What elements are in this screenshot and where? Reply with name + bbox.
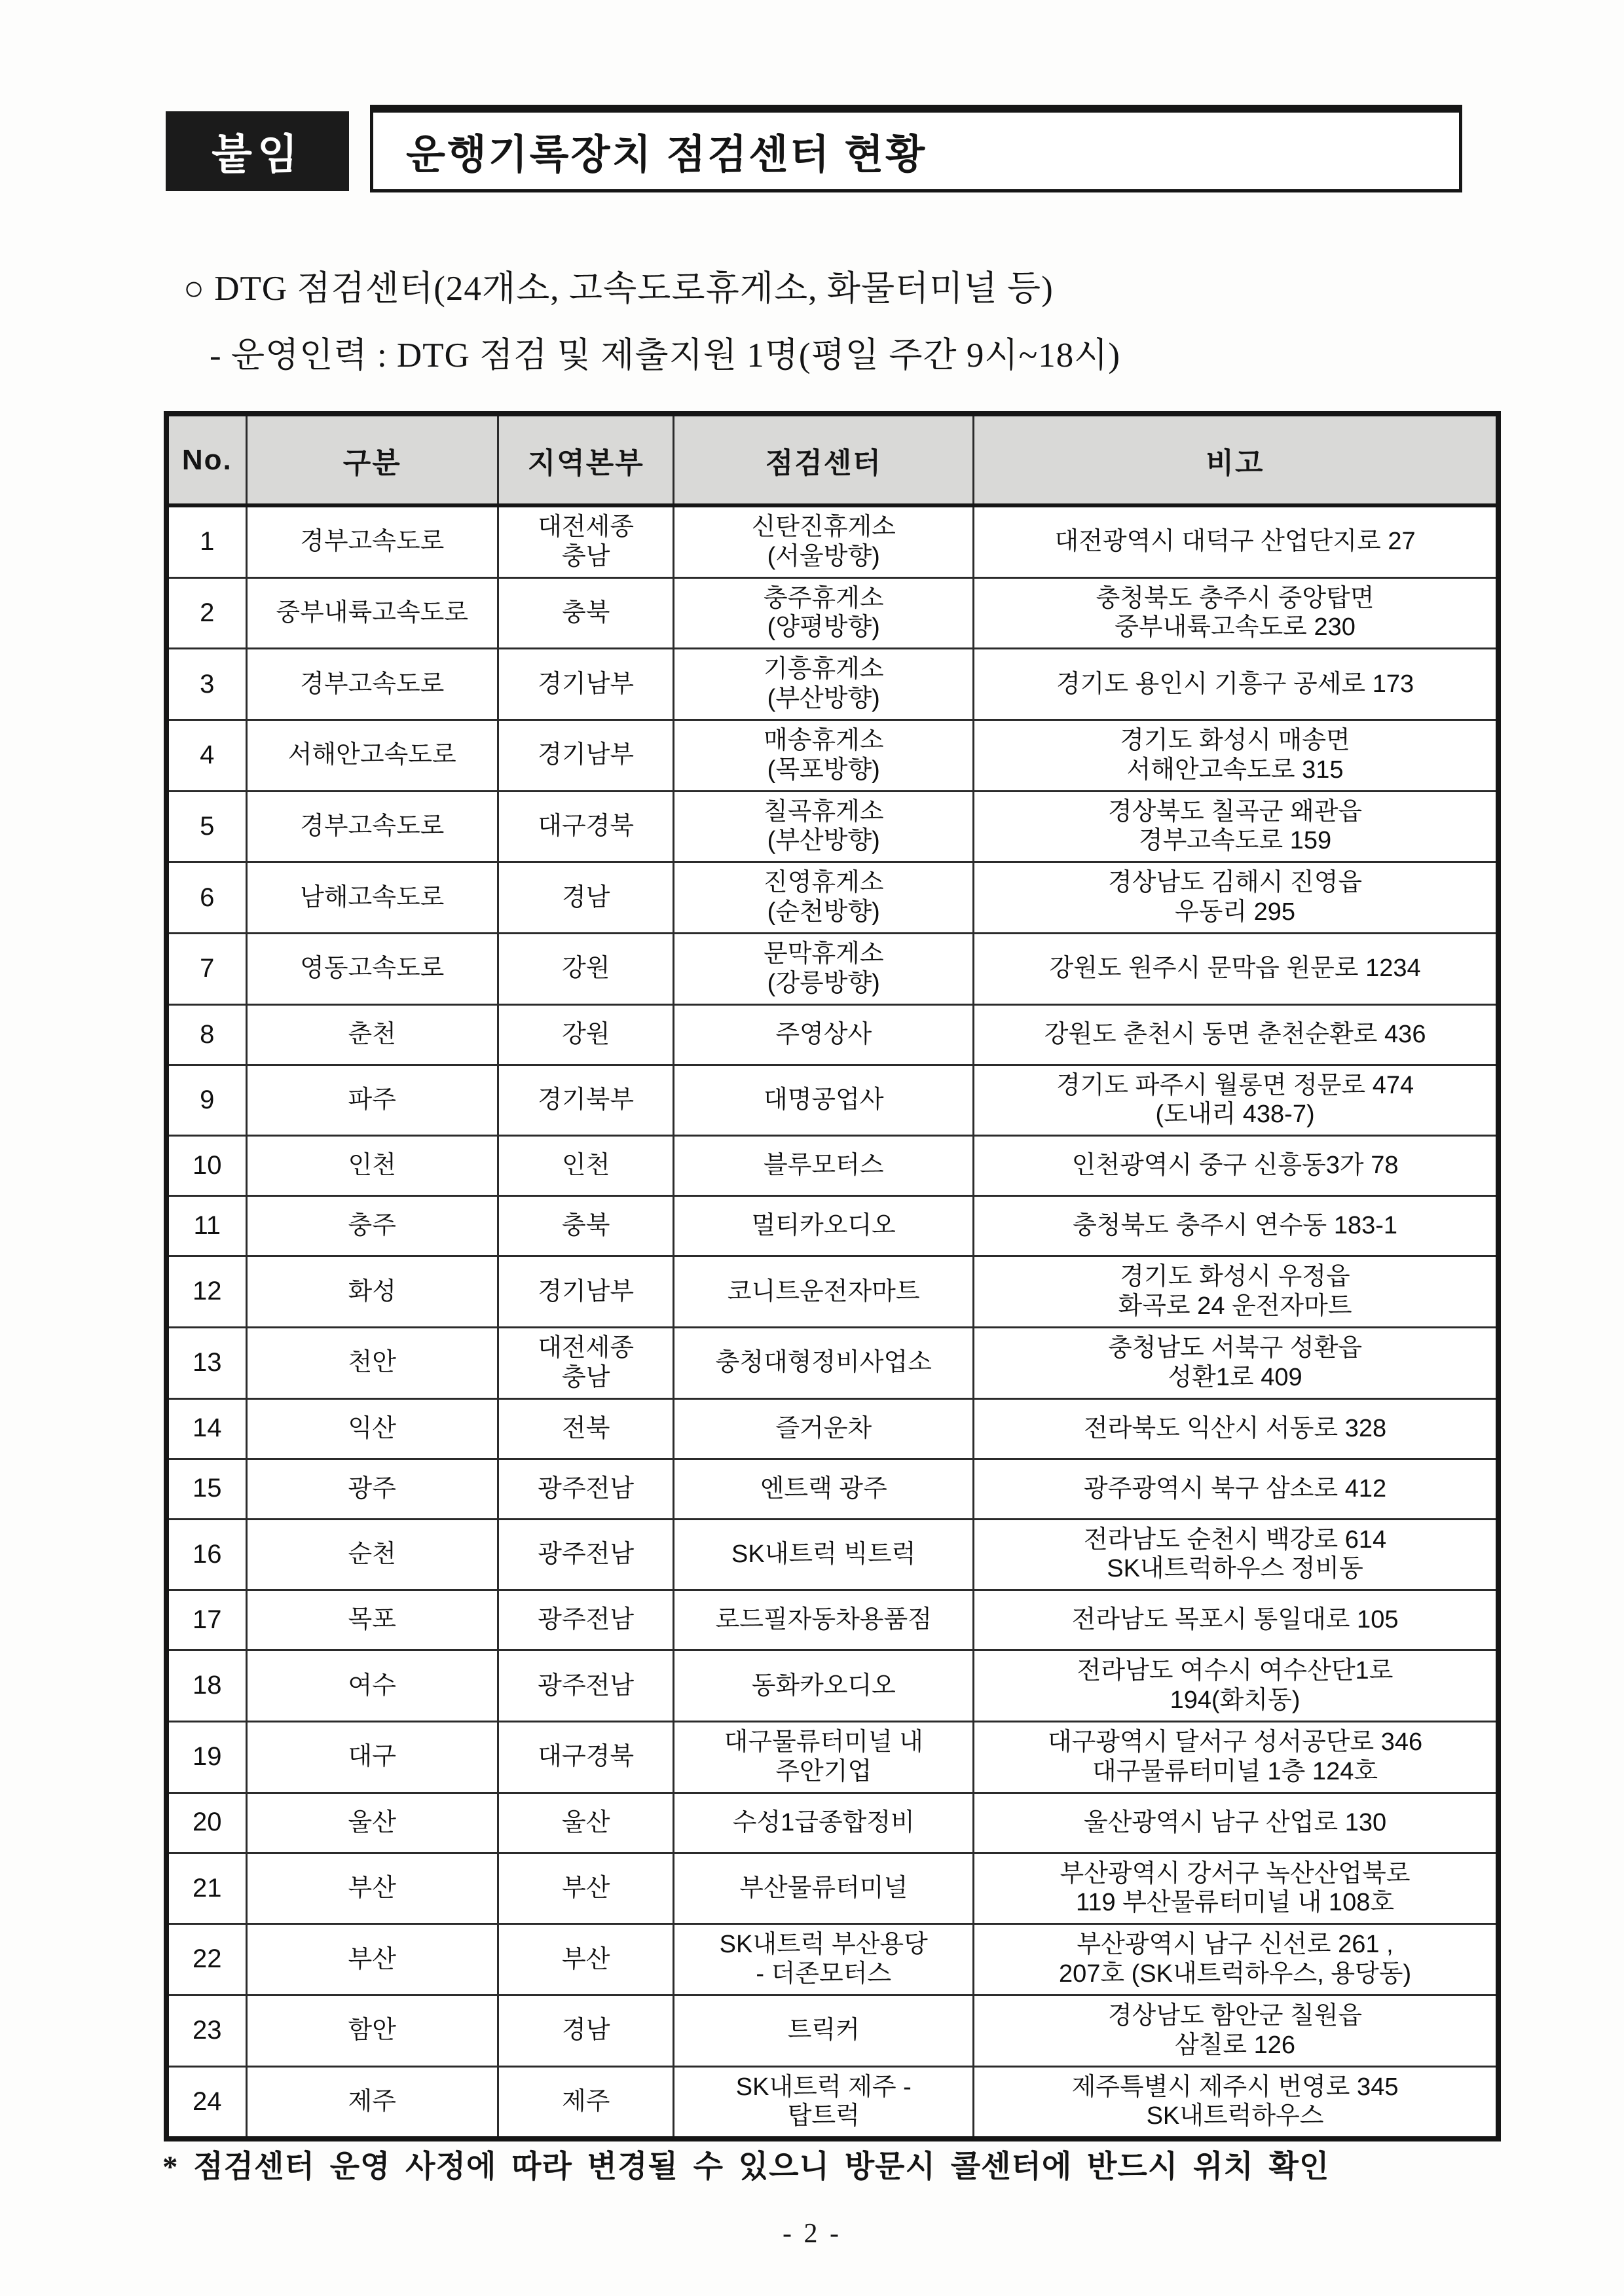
cell-no: 9 [166,1065,246,1136]
cell-note-line: 경상남도 김해시 진영읍 [1107,869,1363,897]
cell-note-line: 대구물류터미널 1층 124호 [1092,1757,1378,1785]
cell-note-line: 강원도 원주시 문막읍 원문로 1234 [1049,955,1421,983]
cell-note-line: 충청남도 서북구 성환읍 [1107,1334,1363,1362]
cell-center-line: SK내트럭 부산용당 [719,1931,928,1959]
cell-note [974,577,1498,649]
cell-category: 제주 [246,2066,498,2139]
cell-center: 로드필자동차용품점 [674,1590,974,1650]
cell-note [974,1924,1498,1995]
cell-note [974,1004,1498,1065]
cell-region: 울산 [498,1793,673,1853]
cell-center-line: 주안기업 [775,1757,872,1785]
cell-center-line: (부산방향) [767,827,880,855]
cell-category: 서해안고속도로 [246,720,498,791]
cell-note-line: 경기도 화성시 매송면 [1120,726,1350,754]
table-row [166,720,1498,791]
cell-region: 경기남부 [498,649,673,720]
cell-note-line: 전라남도 여수시 여수산단1로 [1077,1657,1393,1685]
cell-no: 11 [166,1196,246,1256]
cell-note [974,2066,1498,2139]
cell-note [974,1065,1498,1136]
cell-no: 19 [166,1721,246,1793]
cell-no: 21 [166,1853,246,1924]
cell-center [674,505,974,577]
cell-no: 13 [166,1327,246,1398]
cell-center [674,791,974,862]
cell-center [674,862,974,934]
cell-note [974,791,1498,862]
cell-center [674,1924,974,1995]
cell-center-line: (강릉방향) [767,969,880,997]
cell-note-line: 전라북도 익산시 서동로 328 [1083,1414,1387,1442]
cell-no: 24 [166,2066,246,2139]
table-row [166,1853,1498,1924]
cell-note [974,649,1498,720]
cell-no: 15 [166,1459,246,1519]
cell-region: 강원 [498,933,673,1004]
cell-region: 광주전남 [498,1519,673,1590]
cell-category: 부산 [246,1853,498,1924]
cell-region: 경기남부 [498,720,673,791]
cell-center: 부산물류터미널 [674,1853,974,1924]
page-number: - 2 - [783,2219,841,2249]
cell-category: 목포 [246,1590,498,1650]
table-header-row [166,414,1498,505]
cell-category: 춘천 [246,1004,498,1065]
table-row [166,1004,1498,1065]
cell-region: 제주 [498,2066,673,2139]
cell-note [974,1196,1498,1256]
cell-center-line: (서울방향) [767,542,880,570]
table-row [166,1327,1498,1398]
cell-no: 16 [166,1519,246,1590]
cell-region: 대구경북 [498,1721,673,1793]
cell-note [974,862,1498,934]
cell-category: 광주 [246,1459,498,1519]
cell-note-line: 대구광역시 달서구 성서공단로 346 [1047,1728,1423,1756]
cell-region: 경남 [498,862,673,934]
cell-center: 충청대형정비사업소 [674,1327,974,1398]
cell-region: 충북 [498,1196,673,1256]
cell-note-line: 전라남도 순천시 백강로 614 [1083,1525,1387,1554]
cell-center: SK내트럭 빅트럭 [674,1519,974,1590]
attachment-label: 붙임 [212,131,303,178]
cell-note [974,1590,1498,1650]
cell-region: 경기북부 [498,1065,673,1136]
cell-center [674,2066,974,2139]
page-title: 운행기록장치 점검센터 현황 [406,132,927,177]
table-body [166,505,1498,2139]
cell-note-line: 광주광역시 북구 삼소로 412 [1083,1474,1387,1503]
cell-no: 20 [166,1793,246,1853]
column-header-3: 점검센터 [674,414,974,505]
inspection-center-table-wrap [164,411,1501,2141]
table-row [166,1256,1498,1328]
cell-note-line: 우동리 295 [1174,898,1296,926]
cell-note-line: SK내트럭하우스 [1146,2102,1324,2130]
cell-region: 전북 [498,1398,673,1459]
cell-category: 충주 [246,1196,498,1256]
table-row [166,2066,1498,2139]
cell-category: 경부고속도로 [246,649,498,720]
cell-note-line: 제주특별시 제주시 번영로 345 [1071,2073,1399,2101]
cell-center: 주영상사 [674,1004,974,1065]
column-header-2: 지역본부 [498,414,673,505]
cell-note-line: 경부고속도로 159 [1138,827,1332,855]
cell-region-line: 대전세종 [538,513,635,541]
cell-region: 경남 [498,1995,673,2066]
cell-note-line: SK내트럭하우스 정비동 [1107,1555,1363,1583]
table-row [166,1793,1498,1853]
cell-note [974,1519,1498,1590]
cell-note-line: 207호 (SK내트럭하우스, 용당동) [1058,1960,1412,1988]
cell-region: 대구경북 [498,791,673,862]
cell-center [674,1721,974,1793]
cell-note-line: 전라남도 목포시 통일대로 105 [1071,1606,1399,1634]
inspection-center-table [164,411,1501,2141]
cell-center: 코니트운전자마트 [674,1256,974,1328]
table-row [166,649,1498,720]
table-row [166,1995,1498,2066]
cell-region-line: 충남 [561,542,610,570]
table-row [166,1924,1498,1995]
cell-note-line: 인천광역시 중구 신흥동3가 78 [1071,1152,1399,1180]
cell-no: 14 [166,1398,246,1459]
cell-note-line: 성환1로 409 [1168,1363,1302,1391]
cell-no: 2 [166,577,246,649]
table-row [166,791,1498,862]
cell-no: 12 [166,1256,246,1328]
cell-note [974,505,1498,577]
cell-no: 5 [166,791,246,862]
column-header-0: No. [166,414,246,505]
cell-note [974,1136,1498,1196]
cell-region-line: 충남 [561,1363,610,1391]
cell-note-line: 경상남도 함안군 칠원읍 [1107,2001,1363,2030]
cell-category: 익산 [246,1398,498,1459]
cell-note-line: 경상북도 칠곡군 왜관읍 [1107,797,1363,826]
cell-note [974,1721,1498,1793]
cell-center [674,577,974,649]
cell-note-line: 119 부산물류터미널 내 108호 [1076,1889,1395,1917]
table-row [166,1519,1498,1590]
cell-region: 강원 [498,1004,673,1065]
cell-note [974,1327,1498,1398]
column-header-4: 비고 [974,414,1498,505]
cell-center-line: (양평방향) [767,613,880,642]
cell-no: 3 [166,649,246,720]
cell-no: 10 [166,1136,246,1196]
cell-center-line: 칠곡휴게소 [763,797,884,826]
cell-center-line: 대구물류터미널 내 [724,1728,923,1756]
cell-center: 엔트랙 광주 [674,1459,974,1519]
cell-region: 부산 [498,1924,673,1995]
cell-center: 수성1급종합정비 [674,1793,974,1853]
cell-note [974,933,1498,1004]
cell-category: 여수 [246,1650,498,1722]
table-row [166,1136,1498,1196]
cell-category: 천안 [246,1327,498,1398]
table-row [166,862,1498,934]
cell-category: 남해고속도로 [246,862,498,934]
cell-no: 4 [166,720,246,791]
cell-category: 대구 [246,1721,498,1793]
cell-region: 광주전남 [498,1650,673,1722]
table-header [166,414,1498,505]
table-row [166,577,1498,649]
cell-region: 인천 [498,1136,673,1196]
cell-center-line: (부산방향) [767,685,880,713]
cell-note-line: 부산광역시 강서구 녹산산업북로 [1060,1859,1411,1887]
cell-region: 광주전남 [498,1459,673,1519]
cell-note [974,1853,1498,1924]
cell-category: 영동고속도로 [246,933,498,1004]
cell-note [974,1793,1498,1853]
attachment-label-box [166,111,349,191]
table-row [166,1721,1498,1793]
cell-note-line: 충청북도 충주시 중앙탑면 [1096,584,1375,612]
table-row [166,505,1498,577]
cell-note-line: 울산광역시 남구 산업로 130 [1083,1808,1387,1836]
cell-category: 인천 [246,1136,498,1196]
cell-region: 충북 [498,577,673,649]
cell-note [974,1650,1498,1722]
cell-category: 울산 [246,1793,498,1853]
cell-category: 파주 [246,1065,498,1136]
cell-note-line: 삼칠로 126 [1174,2031,1296,2059]
cell-center: 즐거운차 [674,1398,974,1459]
cell-center-line: 문막휴게소 [763,939,884,968]
cell-note-line: 서해안고속도로 315 [1126,756,1344,784]
cell-region: 부산 [498,1853,673,1924]
bullet-operating-staff: - 운영인력 : DTG 점검 및 제출지원 1명(평일 주간 9시~18시) [210,337,1121,374]
footnote: * 점검센터 운영 사정에 따라 변경될 수 있으니 방문시 콜센터에 반드시 위치 확인 [162,2150,1330,2184]
table-row [166,1459,1498,1519]
cell-category: 경부고속도로 [246,505,498,577]
cell-category: 화성 [246,1256,498,1328]
cell-region [498,1327,673,1398]
cell-note [974,720,1498,791]
cell-note-line: 충청북도 충주시 연수동 183-1 [1073,1212,1398,1240]
table-row [166,1398,1498,1459]
cell-region: 광주전남 [498,1590,673,1650]
cell-category: 중부내륙고속도로 [246,577,498,649]
cell-center [674,933,974,1004]
cell-note-line: 경기도 화성시 우정읍 [1120,1263,1350,1291]
cell-region: 경기남부 [498,1256,673,1328]
cell-note-line: 194(화치동) [1170,1686,1301,1715]
cell-center-line: 신탄진휴게소 [751,513,896,541]
cell-note [974,1256,1498,1328]
table-row [166,1196,1498,1256]
cell-no: 18 [166,1650,246,1722]
cell-center-line: 기흥휴게소 [763,655,884,683]
cell-center: 멀티카오디오 [674,1196,974,1256]
cell-center: 트릭커 [674,1995,974,2066]
cell-note-line: 경기도 파주시 월롱면 정문로 474 [1056,1071,1414,1099]
title-box [370,105,1462,192]
cell-note-line: (도내리 438-7) [1155,1101,1315,1129]
cell-note-line: 중부내륙고속도로 230 [1115,613,1356,642]
cell-center-line: 매송휴게소 [763,726,884,754]
cell-note-line: 경기도 용인시 기흥구 공세로 173 [1056,670,1414,698]
cell-no: 7 [166,933,246,1004]
cell-note [974,1459,1498,1519]
cell-no: 1 [166,505,246,577]
cell-center: 동화카오디오 [674,1650,974,1722]
column-header-1: 구분 [246,414,498,505]
cell-note-line: 화곡로 24 운전자마트 [1118,1292,1352,1321]
cell-center-line: 충주휴게소 [763,584,884,612]
cell-note-line: 강원도 춘천시 동면 춘천순환로 436 [1044,1020,1426,1048]
cell-category: 순천 [246,1519,498,1590]
table-row [166,1065,1498,1136]
cell-no: 22 [166,1924,246,1995]
cell-no: 23 [166,1995,246,2066]
cell-center-line: 진영휴게소 [763,869,884,897]
cell-region [498,505,673,577]
cell-center [674,649,974,720]
cell-note [974,1398,1498,1459]
table-row [166,1650,1498,1722]
cell-center: 블루모터스 [674,1136,974,1196]
cell-no: 6 [166,862,246,934]
cell-note [974,1995,1498,2066]
table-row [166,1590,1498,1650]
bullet-dtg-centers: ○ DTG 점검센터(24개소, 고속도로휴게소, 화물터미널 등) [183,270,1054,308]
table-row [166,933,1498,1004]
cell-category: 함안 [246,1995,498,2066]
cell-center [674,720,974,791]
cell-no: 8 [166,1004,246,1065]
cell-category: 경부고속도로 [246,791,498,862]
cell-center-line: (목포방향) [767,756,880,784]
cell-category: 부산 [246,1924,498,1995]
cell-center-line: - 더존모터스 [756,1960,892,1988]
cell-center-line: SK내트럭 제주 - [735,2073,912,2101]
cell-note-line: 부산광역시 남구 신선로 261 , [1077,1931,1393,1959]
cell-no: 17 [166,1590,246,1650]
cell-region-line: 대전세종 [538,1334,635,1362]
cell-center-line: 탑트럭 [787,2102,860,2130]
cell-note-line: 대전광역시 대덕구 산업단지로 27 [1054,528,1416,556]
cell-center-line: (순천방향) [767,898,880,926]
cell-center: 대명공업사 [674,1065,974,1136]
